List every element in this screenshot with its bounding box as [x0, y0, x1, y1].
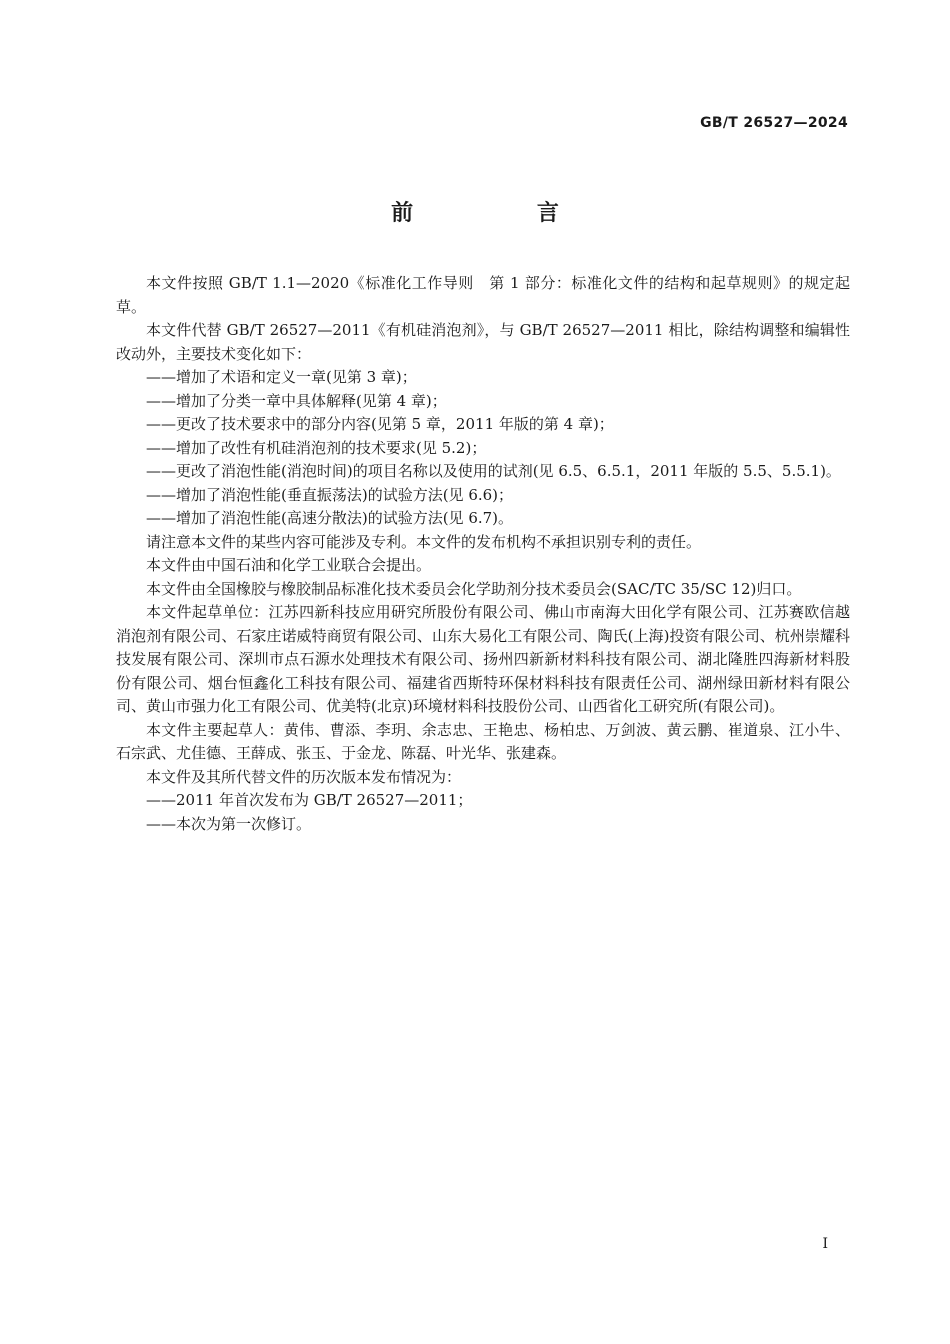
list-item-change: ——增加了改性有机硅消泡剂的技术要求(见 5.2)；: [146, 438, 487, 457]
standard-code: GB/T 26527—2024: [700, 115, 848, 131]
paragraph-proposer: 本文件由中国石油和化学工业联合会提出。: [146, 556, 432, 574]
list-item-change: ——增加了术语和定义一章(见第 3 章)；: [146, 368, 417, 386]
paragraph-committee: 本文件由全国橡胶与橡胶制品标准化技术委员会化学助剂分技术委员会(SAC/TC 35/SC 12)归口。: [146, 579, 802, 598]
list-item-change: ——增加了分类一章中具体解释(见第 4 章)；: [146, 391, 447, 410]
paragraph-replacement: 本文件代替 GB/T 26527—2011《有机硅消泡剂》，与 GB/T 26527—2011 相比，除结构调整和编辑性改动外，主要技术变化如下：: [116, 321, 850, 363]
list-item-change: ——更改了技术要求中的部分内容(见第 5 章，2011 年版的第 4 章)；: [146, 415, 614, 433]
list-item-change: ——更改了消泡性能(消泡时间)的项目名称以及使用的试剂(见 6.5、6.5.1，2011 年版的 5.5、5.5.1)。: [146, 462, 841, 480]
list-item-change: ——增加了消泡性能(高速分散法)的试验方法(见 6.7)。: [146, 509, 514, 527]
page-title: 前 言: [391, 201, 617, 226]
page-number: I: [822, 1236, 828, 1252]
paragraph-drafting-units: 本文件起草单位：江苏四新科技应用研究所股份有限公司、佛山市南海大田化学有限公司、江苏赛欧信越消泡剂有限公司、石家庄诺威特商贸有限公司、山东大易化工有限公司、陶氏(上海)投资有限公司、杭州崇耀科技发展有限公司、深圳市点石源水处理技术有限公司、扬州四新新材料科技有限公司、湖北隆胜四海新材料股份有限公司、烟台恒鑫化工科技有限公司、福建省西斯特环保材料科技有限责任公司、湖州绿田新材料有限公司、黄山市强力化工有限公司、优美特(北京)环境材料科技股份公司、山西省化工研究所(有限公司)。: [116, 603, 850, 715]
list-item-history: ——2011 年首次发布为 GB/T 26527—2011；: [146, 791, 473, 809]
list-item-history: ——本次为第一次修订。: [146, 814, 312, 833]
paragraph-drafters: 本文件主要起草人：黄伟、曹添、李玥、余志忠、王艳忠、杨柏忠、万剑波、黄云鹏、崔道泉、江小牛、石宗武、尤佳德、王薛成、张玉、于金龙、陈磊、叶光华、张建森。: [116, 720, 850, 762]
list-item-change: ——增加了消泡性能(垂直振荡法)的试验方法(见 6.6)；: [146, 485, 514, 504]
paragraph-drafting-rules: 本文件按照 GB/T 1.1—2020《标准化工作导则 第 1 部分：标准化文件的结构和起草规则》的规定起草。: [116, 274, 850, 316]
paragraph-patent-notice: 请注意本文件的某些内容可能涉及专利。本文件的发布机构不承担识别专利的责任。: [146, 532, 702, 551]
paragraph-history-intro: 本文件及其所代替文件的历次版本发布情况为：: [146, 767, 462, 786]
document-body: [116, 272, 850, 836]
